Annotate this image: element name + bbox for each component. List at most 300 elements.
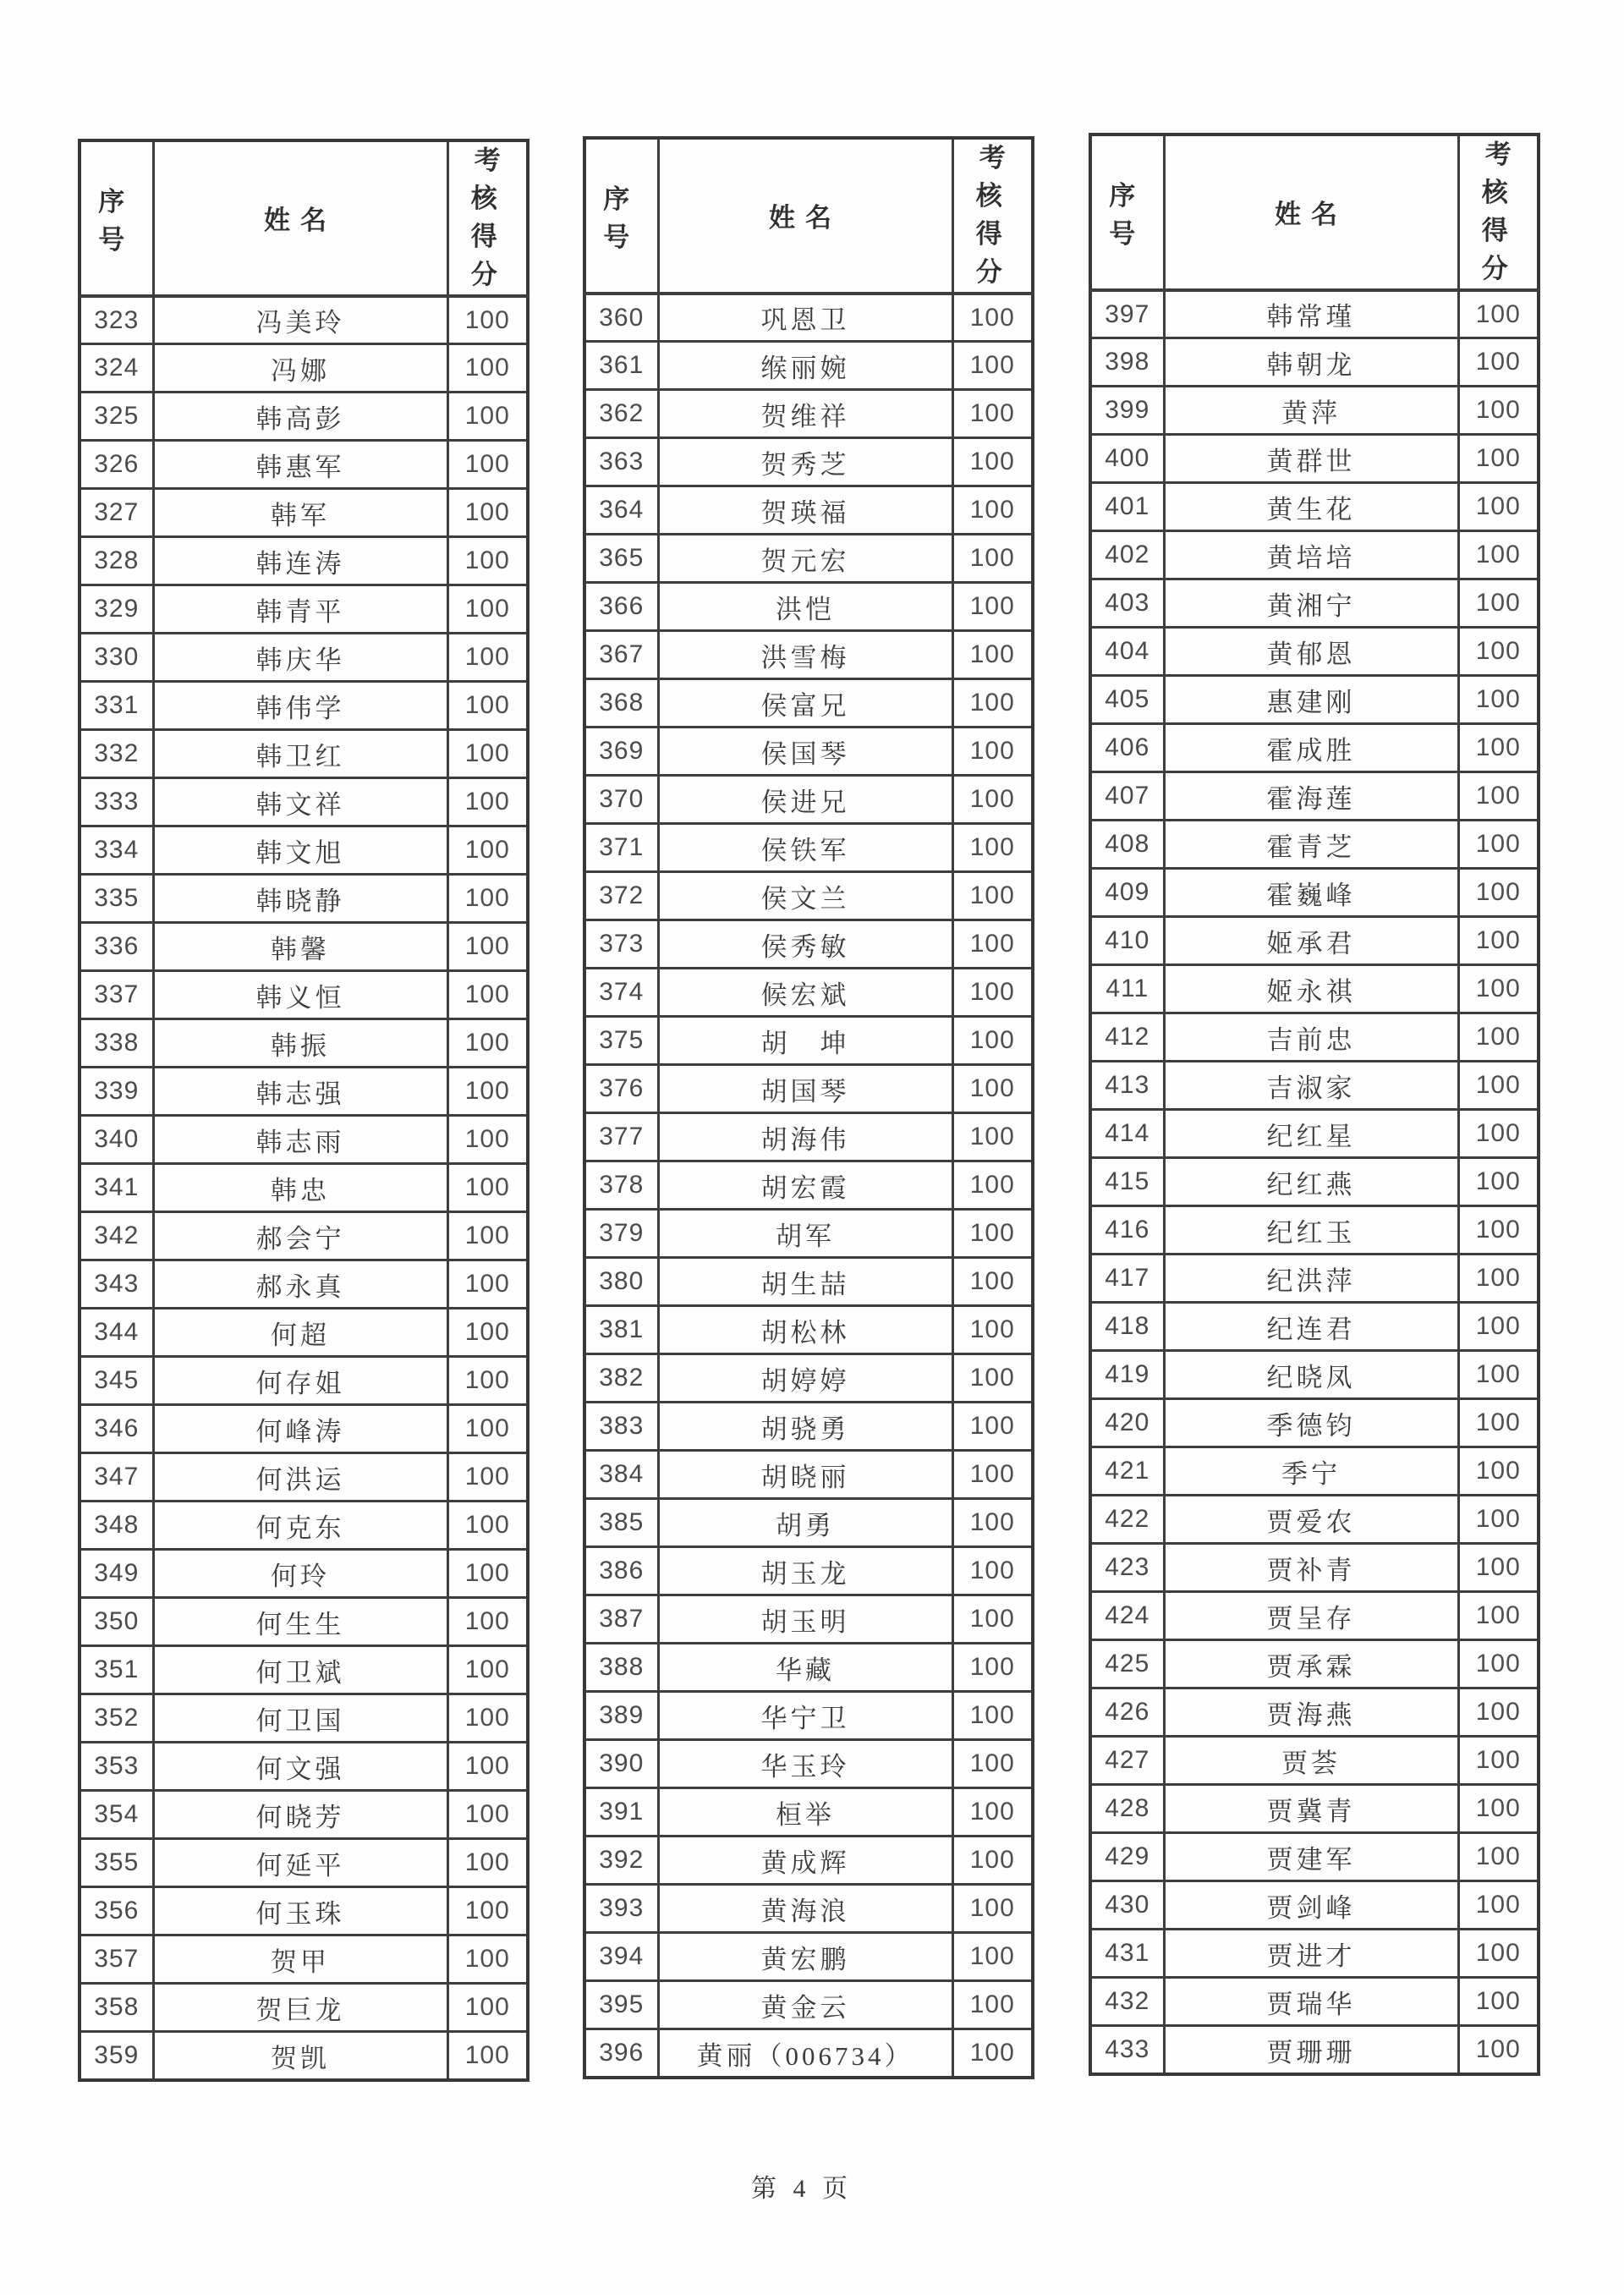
score-table-left [78, 139, 529, 2082]
table-row [584, 1933, 1033, 1981]
cell-score: 100 [447, 1068, 528, 1116]
cell-name: 冯娜 [153, 344, 447, 393]
cell-score: 100 [447, 296, 528, 344]
table-row [584, 1547, 1033, 1595]
table-row [584, 631, 1033, 679]
cell-name: 韩义恒 [153, 971, 447, 1019]
cell-index: 410 [1090, 917, 1164, 965]
cell-name: 韩忠 [153, 1164, 447, 1212]
cell-name: 韩伟学 [153, 682, 447, 730]
cell-name: 韩军 [153, 489, 447, 537]
cell-score: 100 [1458, 1640, 1539, 1688]
cell-name: 华玉玲 [658, 1740, 952, 1788]
cell-name: 何延平 [153, 1839, 447, 1887]
table-row [80, 1405, 528, 1453]
cell-score: 100 [447, 537, 528, 585]
table-row [80, 296, 528, 344]
table-row [80, 1164, 528, 1212]
cell-index: 407 [1090, 772, 1164, 821]
cell-index: 341 [80, 1164, 153, 1212]
table-row [1090, 821, 1539, 869]
table-row [584, 583, 1033, 631]
table-row [80, 1309, 528, 1357]
cell-score: 100 [1458, 1158, 1539, 1206]
cell-name: 贺秀芝 [658, 438, 952, 486]
cell-score: 100 [952, 583, 1033, 631]
cell-score: 100 [447, 1502, 528, 1550]
cell-name: 何晓芳 [153, 1791, 447, 1839]
cell-index: 349 [80, 1550, 153, 1598]
cell-name: 黄成辉 [658, 1837, 952, 1885]
cell-index: 342 [80, 1212, 153, 1260]
cell-index: 354 [80, 1791, 153, 1839]
cell-score: 100 [1458, 1544, 1539, 1592]
cell-name: 纪红星 [1164, 1110, 1458, 1158]
table-row [1090, 435, 1539, 483]
cell-index: 380 [584, 1258, 658, 1306]
cell-score: 100 [447, 1405, 528, 1453]
cell-score: 100 [1458, 821, 1539, 869]
cell-index: 393 [584, 1885, 658, 1933]
table-row [80, 1502, 528, 1550]
cell-score: 100 [952, 1885, 1033, 1933]
page-number: 第 4 页 [751, 2175, 853, 2203]
cell-name: 贾进才 [1164, 1930, 1458, 1978]
table-row [80, 682, 528, 730]
table-row [80, 585, 528, 634]
table-row [80, 344, 528, 393]
cell-score: 100 [952, 1017, 1033, 1065]
cell-score: 100 [1458, 1785, 1539, 1833]
cell-name: 侯秀敏 [658, 920, 952, 969]
cell-index: 334 [80, 826, 153, 875]
cell-score: 100 [447, 1791, 528, 1839]
cell-name: 黄群世 [1164, 435, 1458, 483]
cell-score: 100 [952, 1644, 1033, 1692]
cell-index: 385 [584, 1499, 658, 1547]
table-row [584, 1692, 1033, 1740]
cell-index: 358 [80, 1984, 153, 2032]
cell-index: 361 [584, 342, 658, 390]
cell-name: 黄金云 [658, 1981, 952, 2029]
table-row [80, 826, 528, 875]
cell-score: 100 [1458, 1447, 1539, 1496]
cell-score: 100 [952, 969, 1033, 1017]
cell-index: 360 [584, 294, 658, 342]
cell-score: 100 [952, 1258, 1033, 1306]
cell-score: 100 [1458, 628, 1539, 676]
cell-index: 346 [80, 1405, 153, 1453]
cell-index: 331 [80, 682, 153, 730]
cell-score: 100 [447, 1164, 528, 1212]
cell-name: 韩惠军 [153, 441, 447, 489]
cell-name: 韩振 [153, 1019, 447, 1068]
table-row [584, 1354, 1033, 1403]
cell-index: 377 [584, 1113, 658, 1161]
cell-name: 黄海浪 [658, 1885, 952, 1933]
table-row [80, 1694, 528, 1743]
cell-index: 365 [584, 535, 658, 583]
cell-index: 405 [1090, 676, 1164, 724]
cell-index: 417 [1090, 1255, 1164, 1303]
cell-score: 100 [1458, 724, 1539, 772]
cell-index: 411 [1090, 965, 1164, 1013]
cell-name: 胡国琴 [658, 1065, 952, 1113]
cell-name: 吉前忠 [1164, 1013, 1458, 1062]
cell-name: 贺凯 [153, 2032, 447, 2080]
cell-name: 黄生花 [1164, 483, 1458, 531]
cell-index: 427 [1090, 1737, 1164, 1785]
table-row [584, 1161, 1033, 1210]
cell-index: 378 [584, 1161, 658, 1210]
table-row [584, 1113, 1033, 1161]
cell-name: 何玉珠 [153, 1887, 447, 1935]
cell-name: 郝永真 [153, 1260, 447, 1309]
cell-index: 416 [1090, 1206, 1164, 1255]
cell-score: 100 [1458, 338, 1539, 387]
cell-name: 纪洪萍 [1164, 1255, 1458, 1303]
cell-name: 何存姐 [153, 1357, 447, 1405]
table-row [80, 1984, 528, 2032]
cell-index: 370 [584, 776, 658, 824]
table-row [584, 920, 1033, 969]
table-row [80, 1550, 528, 1598]
cell-name: 何超 [153, 1309, 447, 1357]
table-row [80, 875, 528, 923]
cell-index: 412 [1090, 1013, 1164, 1062]
table-row [584, 1306, 1033, 1354]
table-row [584, 1644, 1033, 1692]
cell-score: 100 [952, 1210, 1033, 1258]
table-row [584, 2029, 1033, 2078]
cell-name: 韩志雨 [153, 1116, 447, 1164]
cell-score: 100 [1458, 869, 1539, 917]
cell-score: 100 [447, 1116, 528, 1164]
cell-score: 100 [952, 1499, 1033, 1547]
cell-index: 403 [1090, 579, 1164, 628]
cell-score: 100 [1458, 531, 1539, 579]
cell-name: 华宁卫 [658, 1692, 952, 1740]
cell-name: 胡 坤 [658, 1017, 952, 1065]
cell-index: 350 [80, 1598, 153, 1646]
table-row [1090, 1785, 1539, 1833]
col-header-index: 序号 [1090, 135, 1164, 290]
cell-name: 贾爱农 [1164, 1496, 1458, 1544]
cell-index: 423 [1090, 1544, 1164, 1592]
cell-name: 黄宏鹏 [658, 1933, 952, 1981]
cell-index: 371 [584, 824, 658, 872]
table-row [1090, 1978, 1539, 2026]
table-row [80, 634, 528, 682]
table-row [80, 1935, 528, 1984]
table-row [1090, 1833, 1539, 1881]
table-row [80, 1598, 528, 1646]
cell-score: 100 [447, 393, 528, 441]
table-row [1090, 1158, 1539, 1206]
cell-score: 100 [952, 1354, 1033, 1403]
cell-name: 侯国琴 [658, 727, 952, 776]
cell-score: 100 [1458, 1881, 1539, 1930]
cell-score: 100 [1458, 579, 1539, 628]
col-header-score [1458, 135, 1539, 290]
table-row [1090, 1496, 1539, 1544]
cell-name: 胡勇 [658, 1499, 952, 1547]
cell-index: 372 [584, 872, 658, 920]
cell-index: 359 [80, 2032, 153, 2080]
cell-index: 408 [1090, 821, 1164, 869]
cell-name: 贾建军 [1164, 1833, 1458, 1881]
table-row [80, 730, 528, 778]
cell-index: 375 [584, 1017, 658, 1065]
table-row [80, 2032, 528, 2080]
cell-index: 402 [1090, 531, 1164, 579]
cell-name: 何文强 [153, 1743, 447, 1791]
cell-name: 何洪运 [153, 1453, 447, 1502]
cell-index: 384 [584, 1451, 658, 1499]
table-row [1090, 387, 1539, 435]
cell-score: 100 [447, 730, 528, 778]
cell-score: 100 [1458, 1737, 1539, 1785]
cell-name: 姬承君 [1164, 917, 1458, 965]
table-row [584, 679, 1033, 727]
cell-name: 韩青平 [153, 585, 447, 634]
cell-index: 327 [80, 489, 153, 537]
table-row [80, 1116, 528, 1164]
table-row [584, 1981, 1033, 2029]
cell-score: 100 [952, 2029, 1033, 2078]
cell-score: 100 [1458, 2026, 1539, 2074]
cell-score: 100 [1458, 1978, 1539, 2026]
cell-index: 397 [1090, 290, 1164, 338]
cell-score: 100 [952, 1933, 1033, 1981]
cell-name: 何卫斌 [153, 1646, 447, 1694]
table-row [80, 778, 528, 826]
cell-score: 100 [447, 2032, 528, 2080]
cell-score: 100 [447, 778, 528, 826]
cell-name: 霍巍峰 [1164, 869, 1458, 917]
cell-score: 100 [1458, 1930, 1539, 1978]
table-row [584, 390, 1033, 438]
cell-index: 373 [584, 920, 658, 969]
cell-index: 389 [584, 1692, 658, 1740]
table-row [584, 872, 1033, 920]
header-row [584, 138, 1033, 294]
cell-score: 100 [447, 1550, 528, 1598]
table-row [1090, 579, 1539, 628]
table-row [80, 971, 528, 1019]
table-row [584, 1451, 1033, 1499]
table-row [1090, 1062, 1539, 1110]
cell-name: 季德钧 [1164, 1399, 1458, 1447]
table-row [584, 1595, 1033, 1644]
table-row [1090, 1399, 1539, 1447]
cell-name: 何生生 [153, 1598, 447, 1646]
cell-score: 100 [952, 1740, 1033, 1788]
cell-index: 426 [1090, 1688, 1164, 1737]
cell-name: 霍海莲 [1164, 772, 1458, 821]
cell-score: 100 [952, 920, 1033, 969]
table-row [1090, 483, 1539, 531]
col-header-index: 序号 [584, 138, 658, 294]
cell-score: 100 [952, 1837, 1033, 1885]
col-header-name: 姓名 [153, 140, 447, 296]
table-row [80, 1068, 528, 1116]
cell-index: 325 [80, 393, 153, 441]
table-row [584, 1403, 1033, 1451]
cell-score: 100 [447, 875, 528, 923]
cell-name: 何克东 [153, 1502, 447, 1550]
table-row [80, 537, 528, 585]
cell-score: 100 [1458, 290, 1539, 338]
cell-name: 贾瑞华 [1164, 1978, 1458, 2026]
cell-index: 332 [80, 730, 153, 778]
cell-score: 100 [952, 1065, 1033, 1113]
cell-index: 419 [1090, 1351, 1164, 1399]
cell-index: 386 [584, 1547, 658, 1595]
cell-index: 390 [584, 1740, 658, 1788]
table-row [1090, 290, 1539, 338]
cell-index: 330 [80, 634, 153, 682]
cell-index: 329 [80, 585, 153, 634]
table-row [1090, 628, 1539, 676]
cell-score: 100 [952, 1403, 1033, 1451]
cell-score: 100 [952, 1981, 1033, 2029]
table-row [584, 1065, 1033, 1113]
cell-name: 候宏斌 [658, 969, 952, 1017]
cell-index: 337 [80, 971, 153, 1019]
cell-name: 贺元宏 [658, 535, 952, 583]
cell-name: 韩馨 [153, 923, 447, 971]
cell-score: 100 [952, 390, 1033, 438]
cell-score: 100 [952, 535, 1033, 583]
cell-name: 郝会宁 [153, 1212, 447, 1260]
cell-name: 韩晓静 [153, 875, 447, 923]
table-row [1090, 1206, 1539, 1255]
cell-index: 326 [80, 441, 153, 489]
cell-name: 何玲 [153, 1550, 447, 1598]
cell-index: 324 [80, 344, 153, 393]
cell-score: 100 [447, 971, 528, 1019]
cell-score: 100 [447, 585, 528, 634]
table-row [80, 1212, 528, 1260]
table-row [584, 342, 1033, 390]
cell-score: 100 [447, 1935, 528, 1984]
cell-name: 何卫国 [153, 1694, 447, 1743]
table-row [80, 1019, 528, 1068]
cell-index: 363 [584, 438, 658, 486]
table-row [584, 438, 1033, 486]
table-row [584, 1788, 1033, 1837]
table-row [1090, 1737, 1539, 1785]
col-header-name: 姓名 [658, 138, 952, 294]
cell-name: 胡军 [658, 1210, 952, 1258]
col-header-score [952, 138, 1033, 294]
cell-index: 367 [584, 631, 658, 679]
table-row [584, 1885, 1033, 1933]
table-row [80, 1453, 528, 1502]
col-header-score [447, 140, 528, 296]
table-row [80, 1357, 528, 1405]
cell-name: 贾荟 [1164, 1737, 1458, 1785]
cell-name: 侯富兄 [658, 679, 952, 727]
cell-name: 华藏 [658, 1644, 952, 1692]
col-header-name: 姓名 [1164, 135, 1458, 290]
cell-name: 胡生喆 [658, 1258, 952, 1306]
table-row [584, 824, 1033, 872]
cell-index: 364 [584, 486, 658, 535]
cell-name: 桓举 [658, 1788, 952, 1837]
cell-index: 418 [1090, 1303, 1164, 1351]
cell-score: 100 [1458, 1062, 1539, 1110]
cell-name: 韩文祥 [153, 778, 447, 826]
table-row [1090, 1544, 1539, 1592]
table-row [80, 1743, 528, 1791]
cell-index: 335 [80, 875, 153, 923]
table-row [1090, 917, 1539, 965]
cell-name: 胡海伟 [658, 1113, 952, 1161]
cell-score: 100 [952, 1692, 1033, 1740]
table-row [584, 1499, 1033, 1547]
cell-score: 100 [952, 1451, 1033, 1499]
cell-name: 姬永祺 [1164, 965, 1458, 1013]
cell-index: 338 [80, 1019, 153, 1068]
table-row [80, 1646, 528, 1694]
cell-score: 100 [447, 634, 528, 682]
table-row [584, 1837, 1033, 1885]
table-row [1090, 531, 1539, 579]
cell-name: 黄湘宁 [1164, 579, 1458, 628]
cell-name: 纪红燕 [1164, 1158, 1458, 1206]
cell-index: 352 [80, 1694, 153, 1743]
cell-index: 333 [80, 778, 153, 826]
cell-score: 100 [447, 1743, 528, 1791]
cell-score: 100 [447, 489, 528, 537]
cell-index: 431 [1090, 1930, 1164, 1978]
cell-score: 100 [447, 1694, 528, 1743]
table-row [1090, 1930, 1539, 1978]
cell-score: 100 [952, 631, 1033, 679]
cell-name: 韩卫红 [153, 730, 447, 778]
cell-name: 纪晓凤 [1164, 1351, 1458, 1399]
score-table-right [1089, 133, 1540, 2076]
table-row [1090, 676, 1539, 724]
cell-name: 巩恩卫 [658, 294, 952, 342]
cell-index: 425 [1090, 1640, 1164, 1688]
cell-name: 纪红玉 [1164, 1206, 1458, 1255]
table-row [1090, 869, 1539, 917]
cell-score: 100 [952, 1113, 1033, 1161]
cell-name: 贾海燕 [1164, 1688, 1458, 1737]
table-row [584, 969, 1033, 1017]
cell-score: 100 [447, 1839, 528, 1887]
cell-score: 100 [952, 776, 1033, 824]
table-row [80, 1839, 528, 1887]
cell-name: 黄萍 [1164, 387, 1458, 435]
table-row [80, 923, 528, 971]
cell-name: 胡骁勇 [658, 1403, 952, 1451]
table-row [80, 1260, 528, 1309]
header-row [1090, 135, 1539, 290]
cell-name: 韩高彭 [153, 393, 447, 441]
table-row [1090, 1303, 1539, 1351]
table-row [584, 727, 1033, 776]
cell-index: 392 [584, 1837, 658, 1885]
cell-index: 433 [1090, 2026, 1164, 2074]
table-row [80, 489, 528, 537]
cell-index: 391 [584, 1788, 658, 1837]
cell-score: 100 [1458, 965, 1539, 1013]
cell-index: 343 [80, 1260, 153, 1309]
